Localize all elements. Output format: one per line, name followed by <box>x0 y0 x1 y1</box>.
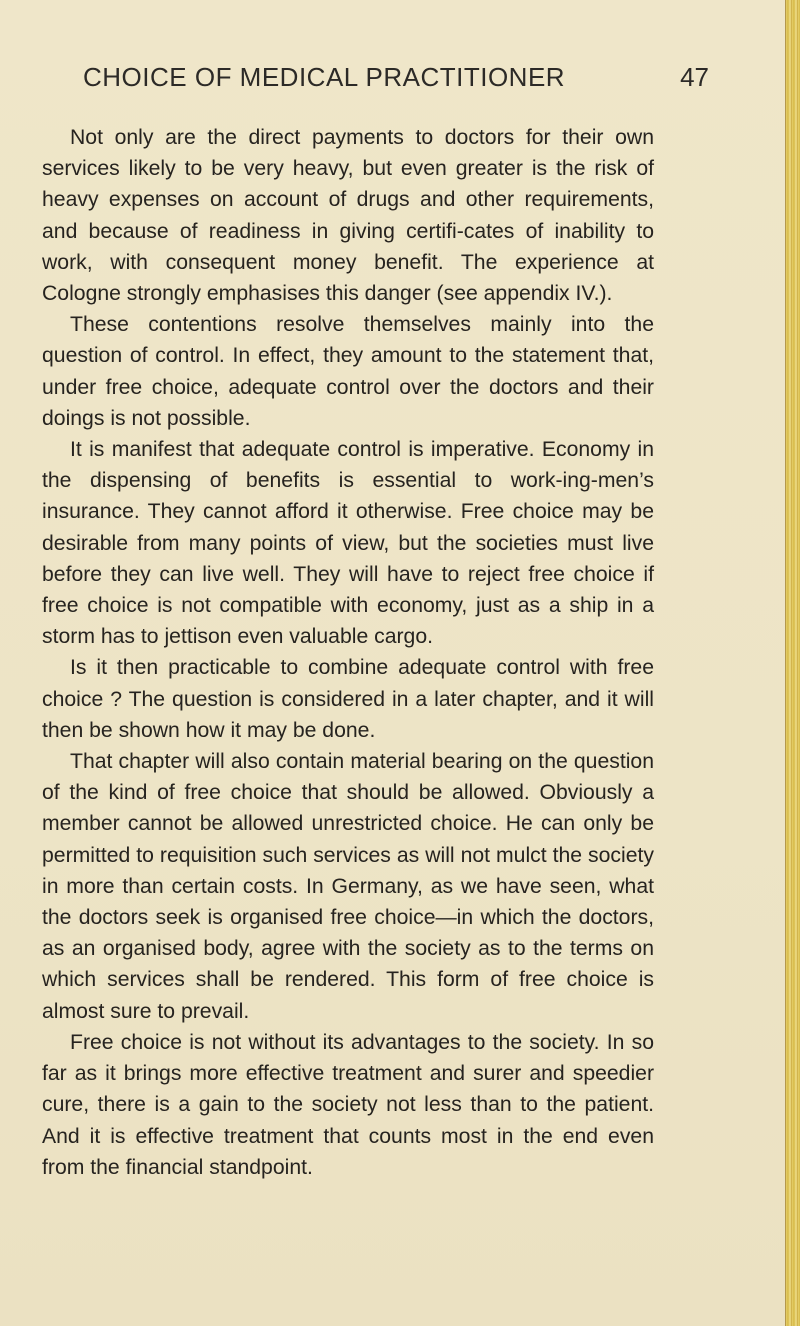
page-body <box>42 122 654 1183</box>
paragraph-5: That chapter will also contain material bearing on the question of the kind of free choice that should be allowed. Obviously a member cannot be allowed unrestricted choice. He can only be permitted to requisition such services as will not mulct the society in more than certain costs. In Germany, as we have seen, what the doctors seek is organised free choice—in which the doctors, as an organised body, agree with the society as to the terms on which services shall be rendered. This form of free choice is almost sure to prevail. <box>42 750 654 1023</box>
book-edge <box>785 0 800 1326</box>
running-head: CHOICE OF MEDICAL PRACTITIONER <box>83 62 566 92</box>
paragraph-1: Not only are the direct payments to doctors for their own services likely to be very heavy, but even greater is the risk of heavy expenses on account of drugs and other requirements, and because of readiness in giving certifi-cates of inability to work, with consequent money benefit. The experience at Cologne strongly emphasises this danger (see appendix IV.). <box>42 126 654 306</box>
page-number: 47 <box>680 62 709 92</box>
paragraph-2: These contentions resolve themselves mainly into the question of control. In effect, they amount to the statement that, under free choice, adequate control over the doctors and their doings is not possible. <box>42 313 654 430</box>
page-header <box>83 62 709 98</box>
paragraph-4: Is it then practicable to combine adequate control with free choice ? The question is considered in a later chapter, and it will then be shown how it may be done. <box>42 656 654 742</box>
paragraph-3: It is manifest that adequate control is imperative. Economy in the dispensing of benefits is essential to work-ing-men’s insurance. They cannot afford it otherwise. Free choice may be desirable from many points of view, but the societies must live before they can live well. They will have to reject free choice if free choice is not compatible with economy, just as a ship in a storm has to jettison even valuable cargo. <box>42 438 654 649</box>
paragraph-6: Free choice is not without its advantages to the society. In so far as it brings more effective treatment and surer and speedier cure, there is a gain to the society not less than to the patient. And it is effective treatment that counts most in the end even from the financial standpoint. <box>42 1030 654 1179</box>
